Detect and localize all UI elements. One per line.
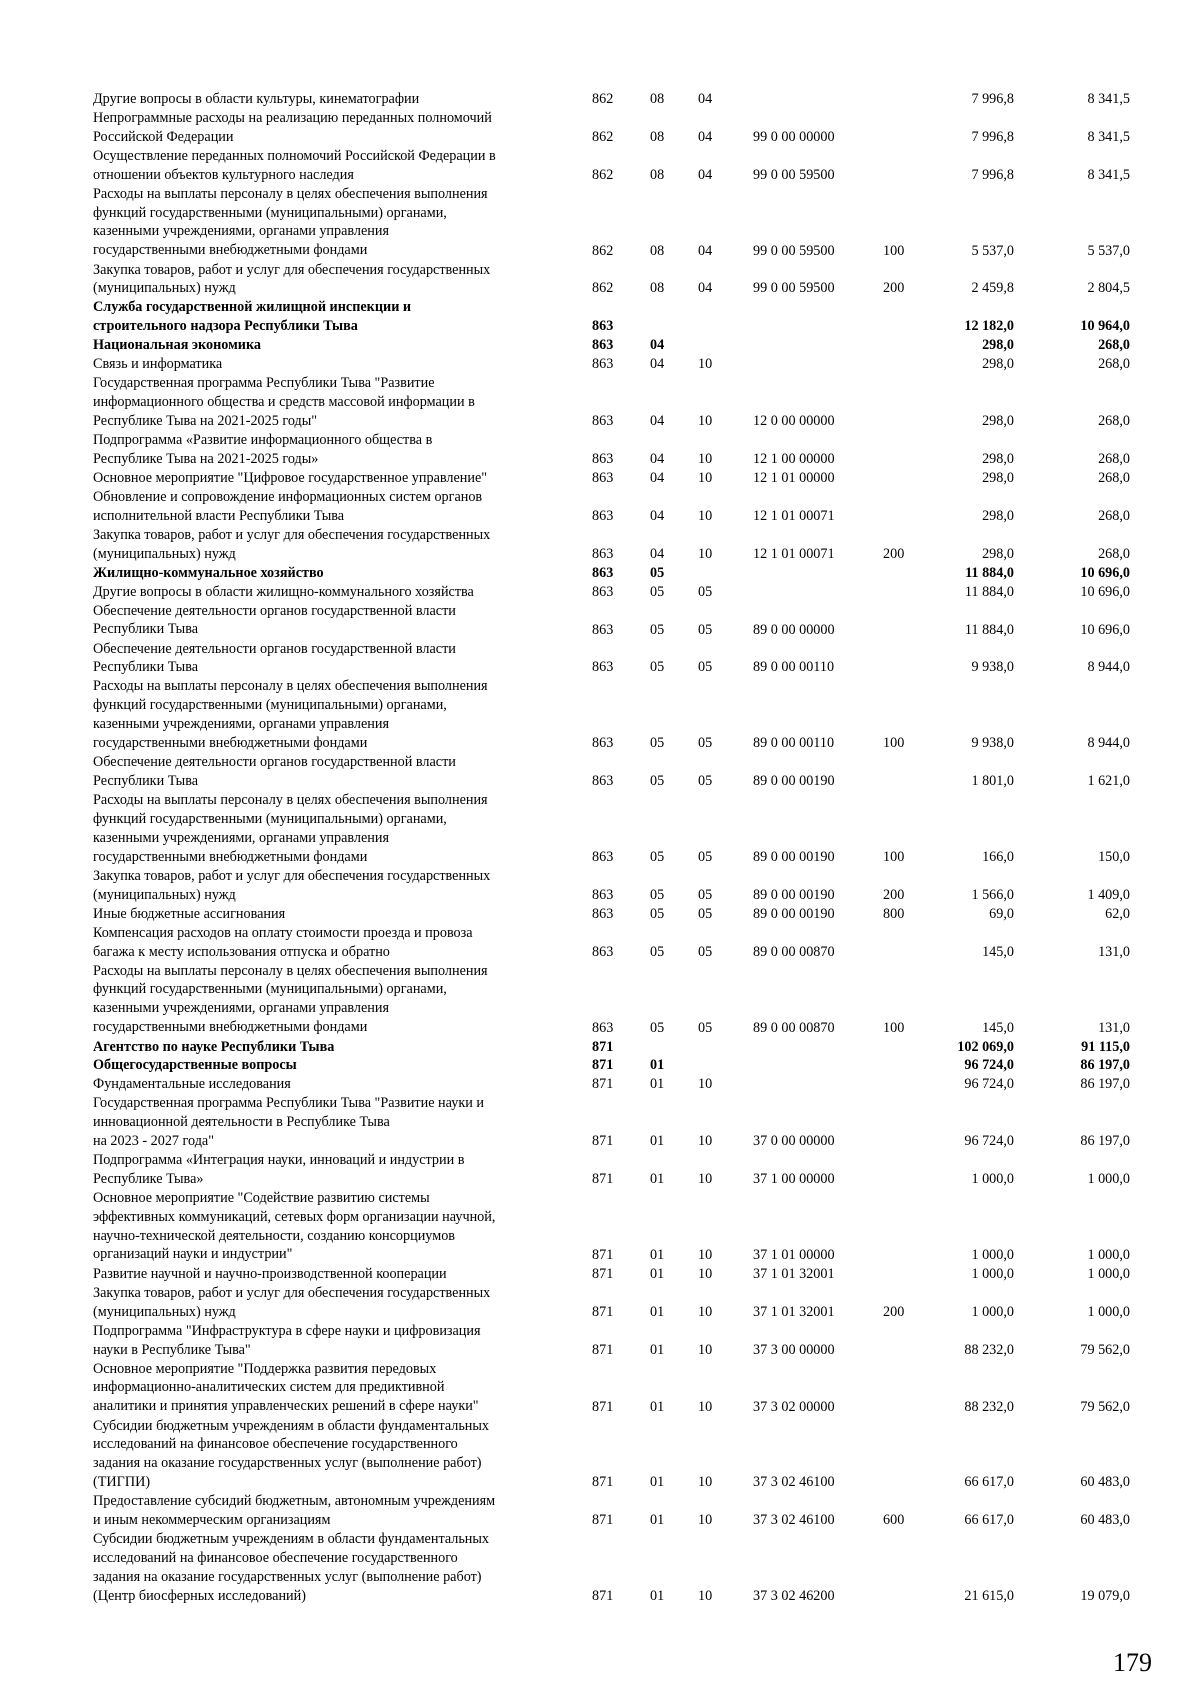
cell-subsection: 10 (698, 545, 713, 562)
cell-target-article: 37 1 00 00000 (753, 1171, 835, 1188)
cell-section: 08 (650, 91, 665, 107)
cell-amount-year1: 5 537,0 (971, 242, 1014, 259)
cell-admin-code: 871 (592, 1265, 614, 1282)
cell-admin-code: 863 (592, 470, 614, 486)
cell-name: Иные бюджетные ассигнования (93, 905, 286, 922)
cell-subsection: 05 (698, 583, 713, 600)
cell-amount-year2: 8 341,5 (1087, 91, 1130, 107)
cell-amount-year1: 2 459,8 (971, 280, 1014, 297)
cell-subsection: 10 (698, 507, 713, 524)
cell-amount-year1: 166,0 (982, 848, 1014, 865)
cell-target-article: 12 1 01 00000 (753, 470, 835, 486)
cell-section: 01 (650, 1341, 665, 1358)
cell-name: Расходы на выплаты персоналу в целях обеспечения выполнения функций государственными (муниципальными) органами, казенными учреждениями, органами управления государственными внебюджетными фондами (93, 962, 488, 1036)
table-row (0, 677, 1200, 753)
table-row (0, 1151, 1200, 1189)
cell-amount-year2: 86 197,0 (1080, 1133, 1130, 1150)
cell-section: 05 (650, 848, 665, 865)
cell-name: Обеспечение деятельности органов государственной власти Республики Тыва (93, 640, 456, 676)
cell-subsection: 10 (698, 451, 713, 468)
cell-subsection: 10 (698, 1133, 713, 1150)
cell-admin-code: 871 (592, 1303, 614, 1320)
cell-amount-year2: 19 079,0 (1080, 1588, 1130, 1605)
cell-admin-code: 863 (592, 545, 614, 562)
cell-section: 05 (650, 659, 665, 676)
cell-amount-year2: 1 000,0 (1087, 1303, 1130, 1320)
cell-admin-code: 863 (592, 583, 614, 600)
cell-name: Закупка товаров, работ и услуг для обеспечения государственных (муниципальных) нужд (93, 261, 491, 297)
cell-section: 05 (650, 905, 665, 922)
table-row (0, 905, 1200, 924)
cell-subsection: 04 (698, 128, 713, 145)
cell-name: Другие вопросы в области жилищно-коммунального хозяйства (93, 583, 474, 600)
cell-section: 01 (650, 1057, 665, 1074)
cell-target-article: 12 1 01 00071 (753, 545, 835, 562)
cell-amount-year1: 1 566,0 (971, 886, 1014, 903)
table-row (0, 488, 1200, 526)
cell-section: 01 (650, 1588, 665, 1605)
cell-admin-code: 863 (592, 886, 614, 903)
cell-admin-code: 871 (592, 1076, 614, 1093)
cell-name: Обеспечение деятельности органов государственной власти Республики Тыва (93, 602, 456, 638)
cell-target-article: 89 0 00 00110 (753, 735, 835, 752)
table-row (0, 753, 1200, 791)
table-row (0, 1094, 1200, 1151)
cell-amount-year1: 298,0 (982, 451, 1014, 468)
table-row (0, 1284, 1200, 1322)
table-row (0, 791, 1200, 867)
cell-section: 08 (650, 280, 665, 297)
cell-section: 04 (650, 470, 665, 486)
table-row (0, 1417, 1200, 1493)
cell-amount-year2: 8 944,0 (1087, 659, 1130, 676)
cell-amount-year1: 145,0 (982, 1019, 1014, 1036)
table-row (0, 1075, 1200, 1094)
cell-amount-year2: 60 483,0 (1080, 1512, 1130, 1529)
cell-amount-year1: 11 884,0 (965, 564, 1014, 581)
table-row (0, 1265, 1200, 1284)
cell-admin-code: 863 (592, 318, 614, 335)
cell-name: Закупка товаров, работ и услуг для обеспечения государственных (муниципальных) нужд (93, 526, 491, 562)
cell-amount-year2: 268,0 (1098, 337, 1130, 354)
cell-amount-year2: 8 341,5 (1087, 128, 1130, 145)
cell-amount-year2: 79 562,0 (1080, 1398, 1130, 1415)
cell-admin-code: 863 (592, 413, 614, 430)
cell-section: 04 (650, 507, 665, 524)
cell-admin-code: 871 (592, 1474, 614, 1491)
cell-amount-year2: 86 197,0 (1080, 1057, 1130, 1074)
cell-target-article: 89 0 00 00190 (753, 905, 835, 922)
cell-admin-code: 863 (592, 451, 614, 468)
cell-name: Обеспечение деятельности органов государственной власти Республики Тыва (93, 754, 456, 790)
cell-admin-code: 871 (592, 1057, 614, 1074)
cell-admin-code: 871 (592, 1038, 614, 1055)
cell-subsection: 10 (698, 356, 713, 373)
cell-section: 04 (650, 545, 665, 562)
cell-expense-type: 100 (883, 848, 905, 865)
cell-subsection: 05 (698, 735, 713, 752)
cell-subsection: 10 (698, 1512, 713, 1529)
cell-section: 05 (650, 1019, 665, 1036)
cell-amount-year1: 11 884,0 (964, 583, 1014, 600)
cell-name: Расходы на выплаты персоналу в целях обеспечения выполнения функций государственными (муниципальными) органами, казенными учреждениями, органами управления государственными внебюджетными фондами (93, 792, 488, 865)
cell-expense-type: 200 (883, 1303, 905, 1320)
table-row (0, 1530, 1200, 1606)
cell-name: Общегосударственные вопросы (93, 1057, 297, 1074)
table-row (0, 431, 1200, 469)
table-row (0, 924, 1200, 962)
cell-amount-year2: 10 696,0 (1080, 583, 1130, 600)
page-number: 179 (1113, 1648, 1152, 1677)
cell-section: 01 (650, 1398, 665, 1415)
cell-section: 05 (650, 735, 665, 752)
cell-target-article: 89 0 00 00190 (753, 848, 835, 865)
cell-amount-year2: 8 341,5 (1087, 166, 1130, 183)
cell-target-article: 99 0 00 59500 (753, 280, 835, 297)
cell-section: 01 (650, 1133, 665, 1150)
cell-expense-type: 100 (883, 242, 905, 259)
cell-target-article: 37 3 02 46200 (753, 1588, 835, 1605)
cell-section: 04 (650, 337, 665, 354)
table-row (0, 1360, 1200, 1417)
cell-amount-year1: 12 182,0 (964, 318, 1014, 335)
cell-amount-year1: 1 000,0 (971, 1265, 1014, 1282)
cell-subsection: 10 (698, 1341, 713, 1358)
cell-target-article: 37 1 01 32001 (753, 1303, 835, 1320)
cell-expense-type: 200 (883, 545, 905, 562)
cell-subsection: 04 (698, 280, 713, 297)
cell-section: 05 (650, 773, 665, 790)
cell-amount-year1: 96 724,0 (964, 1057, 1014, 1074)
cell-name: Субсидии бюджетным учреждениям в области фундаментальных исследований на финансовое обеспечение государственного задания на оказание государственных услуг (выполнение работ) (ТИГПИ) (93, 1417, 490, 1490)
cell-target-article: 37 3 02 00000 (753, 1398, 835, 1415)
cell-amount-year2: 268,0 (1098, 507, 1130, 524)
cell-admin-code: 871 (592, 1341, 614, 1358)
cell-target-article: 37 3 02 46100 (753, 1512, 835, 1529)
cell-target-article: 12 1 01 00071 (753, 507, 835, 524)
cell-amount-year1: 298,0 (982, 507, 1014, 524)
cell-name: Расходы на выплаты персоналу в целях обеспечения выполнения функций государственными (муниципальными) органами, казенными учреждениями, органами управления государственными внебюджетными фондами (93, 185, 488, 259)
cell-amount-year2: 10 696,0 (1080, 564, 1130, 581)
table-row (0, 1322, 1200, 1360)
cell-amount-year2: 2 804,5 (1087, 280, 1130, 297)
cell-amount-year1: 96 724,0 (964, 1133, 1014, 1150)
cell-target-article: 37 1 01 32001 (753, 1265, 835, 1282)
cell-amount-year2: 1 621,0 (1087, 773, 1130, 790)
table-row (0, 1492, 1200, 1530)
cell-subsection: 05 (698, 848, 713, 865)
cell-expense-type: 800 (883, 905, 905, 922)
cell-amount-year2: 268,0 (1098, 356, 1130, 373)
table-row (0, 1189, 1200, 1265)
cell-target-article: 99 0 00 59500 (753, 166, 835, 183)
table-row (0, 147, 1200, 185)
cell-amount-year1: 298,0 (982, 413, 1014, 430)
cell-expense-type: 200 (883, 886, 905, 903)
cell-admin-code: 862 (592, 242, 614, 259)
cell-target-article: 12 0 00 00000 (753, 413, 835, 430)
cell-amount-year2: 10 696,0 (1080, 621, 1130, 638)
cell-amount-year1: 102 069,0 (957, 1038, 1014, 1055)
cell-amount-year2: 268,0 (1098, 451, 1130, 468)
cell-section: 08 (650, 242, 665, 259)
cell-subsection: 10 (698, 1303, 713, 1320)
cell-target-article: 99 0 00 59500 (753, 242, 835, 259)
cell-name: Государственная программа Республики Тыва "Развитие науки и инновационной деятельности в Республике Тыва на 2023 - 2027 года" (93, 1095, 484, 1149)
cell-name: Обновление и сопровождение информационных систем органов исполнительной власти Республики Тыва (93, 488, 483, 524)
cell-amount-year1: 1 801,0 (971, 773, 1014, 790)
cell-name: Служба государственной жилищной инспекции и строительного надзора Республики Тыва (93, 299, 412, 335)
cell-admin-code: 863 (592, 773, 614, 790)
cell-target-article: 89 0 00 00870 (753, 1019, 835, 1036)
cell-amount-year2: 1 000,0 (1087, 1265, 1130, 1282)
table-row (0, 109, 1200, 147)
cell-expense-type: 100 (883, 1019, 905, 1036)
cell-amount-year1: 96 724,0 (964, 1076, 1014, 1093)
cell-amount-year2: 150,0 (1098, 848, 1130, 865)
cell-amount-year2: 60 483,0 (1080, 1474, 1130, 1491)
cell-name: Государственная программа Республики Тыва "Развитие информационного общества и средств массовой информации в Республике Тыва на 2021-2025 годы" (93, 375, 475, 429)
cell-section: 01 (650, 1512, 665, 1529)
cell-amount-year1: 1 000,0 (971, 1171, 1014, 1188)
cell-target-article: 89 0 00 00190 (753, 773, 835, 790)
cell-amount-year2: 1 000,0 (1087, 1246, 1130, 1263)
cell-subsection: 10 (698, 1588, 713, 1605)
cell-admin-code: 863 (592, 356, 614, 373)
cell-amount-year2: 131,0 (1098, 943, 1130, 960)
table-row (0, 1038, 1200, 1057)
cell-section: 05 (650, 583, 665, 600)
table-row (0, 355, 1200, 374)
table-row (0, 640, 1200, 678)
cell-target-article: 37 0 00 00000 (753, 1133, 835, 1150)
table-row (0, 564, 1200, 583)
table-row (0, 1056, 1200, 1075)
cell-amount-year1: 21 615,0 (964, 1588, 1014, 1605)
cell-amount-year1: 298,0 (982, 356, 1014, 373)
cell-amount-year1: 298,0 (982, 545, 1014, 562)
cell-subsection: 10 (698, 1171, 713, 1188)
table-row (0, 298, 1200, 336)
cell-name: Агентство по науке Республики Тыва (93, 1038, 335, 1055)
cell-admin-code: 863 (592, 621, 614, 638)
cell-expense-type: 100 (883, 735, 905, 752)
cell-amount-year1: 298,0 (982, 337, 1014, 354)
cell-amount-year2: 131,0 (1098, 1019, 1130, 1036)
table-row (0, 583, 1200, 602)
cell-subsection: 10 (698, 470, 713, 486)
cell-name: Предоставление субсидий бюджетным, автономным учреждениям и иным некоммерческим организациям (93, 1493, 496, 1529)
cell-admin-code: 862 (592, 91, 614, 107)
cell-subsection: 05 (698, 773, 713, 790)
cell-target-article: 89 0 00 00190 (753, 886, 835, 903)
cell-admin-code: 863 (592, 943, 614, 960)
table-row (0, 962, 1200, 1038)
table-row (0, 469, 1200, 488)
cell-target-article: 12 1 00 00000 (753, 451, 835, 468)
cell-target-article: 37 3 02 46100 (753, 1474, 835, 1491)
cell-name: Национальная экономика (93, 337, 262, 354)
cell-name: Закупка товаров, работ и услуг для обеспечения государственных (муниципальных) нужд (93, 1284, 491, 1320)
cell-subsection: 05 (698, 659, 713, 676)
cell-name: Непрограммные расходы на реализацию переданных полномочий Российской Федерации (93, 109, 492, 145)
cell-subsection: 10 (698, 1246, 713, 1263)
table-row (0, 526, 1200, 564)
cell-amount-year1: 7 996,8 (971, 166, 1014, 183)
cell-amount-year1: 88 232,0 (964, 1341, 1014, 1358)
cell-amount-year2: 91 115,0 (1081, 1038, 1130, 1055)
cell-amount-year1: 1 000,0 (971, 1246, 1014, 1263)
cell-amount-year2: 62,0 (1105, 905, 1130, 922)
cell-amount-year1: 9 938,0 (971, 659, 1014, 676)
cell-admin-code: 871 (592, 1171, 614, 1188)
cell-admin-code: 863 (592, 659, 614, 676)
cell-expense-type: 200 (883, 280, 905, 297)
cell-section: 04 (650, 356, 665, 373)
cell-admin-code: 863 (592, 735, 614, 752)
cell-name: Другие вопросы в области культуры, кинематографии (93, 91, 420, 107)
cell-subsection: 10 (698, 1398, 713, 1415)
cell-name: Основное мероприятие "Цифровое государственное управление" (93, 470, 488, 486)
cell-amount-year1: 88 232,0 (964, 1398, 1014, 1415)
table-row (0, 185, 1200, 261)
cell-subsection: 05 (698, 943, 713, 960)
cell-amount-year2: 268,0 (1098, 545, 1130, 562)
cell-expense-type: 600 (883, 1512, 905, 1529)
cell-name: Закупка товаров, работ и услуг для обеспечения государственных (муниципальных) нужд (93, 867, 491, 903)
cell-name: Компенсация расходов на оплату стоимости проезда и провоза багажа к месту использования отпуска и обратно (93, 924, 473, 960)
cell-name: Субсидии бюджетным учреждениям в области фундаментальных исследований на финансовое обеспечение государственного задания на оказание государственных услуг (выполнение работ) (Центр биосферных исследований) (93, 1531, 490, 1604)
cell-subsection: 05 (698, 886, 713, 903)
cell-amount-year1: 7 996,8 (971, 91, 1014, 107)
cell-subsection: 10 (698, 1076, 713, 1093)
cell-subsection: 04 (698, 91, 713, 107)
cell-section: 05 (650, 943, 665, 960)
cell-amount-year2: 86 197,0 (1080, 1076, 1130, 1093)
cell-section: 04 (650, 413, 665, 430)
cell-target-article: 37 1 01 00000 (753, 1246, 835, 1263)
cell-amount-year2: 10 964,0 (1080, 318, 1130, 335)
cell-amount-year1: 1 000,0 (971, 1303, 1014, 1320)
table-row (0, 261, 1200, 299)
cell-target-article: 89 0 00 00110 (753, 659, 835, 676)
cell-admin-code: 862 (592, 166, 614, 183)
cell-admin-code: 871 (592, 1588, 614, 1605)
cell-subsection: 04 (698, 242, 713, 259)
cell-amount-year2: 5 537,0 (1087, 242, 1130, 259)
cell-amount-year1: 66 617,0 (964, 1512, 1014, 1529)
cell-section: 01 (650, 1265, 665, 1282)
cell-section: 01 (650, 1171, 665, 1188)
cell-amount-year1: 145,0 (982, 943, 1014, 960)
cell-admin-code: 863 (592, 337, 614, 354)
cell-section: 01 (650, 1474, 665, 1491)
cell-admin-code: 863 (592, 905, 614, 922)
cell-amount-year1: 69,0 (989, 905, 1014, 922)
cell-name: Подпрограмма «Интеграция науки, инноваций и индустрии в Республике Тыва» (93, 1152, 465, 1187)
cell-admin-code: 862 (592, 128, 614, 145)
table-row (0, 867, 1200, 905)
cell-amount-year1: 7 996,8 (971, 128, 1014, 145)
cell-admin-code: 871 (592, 1133, 614, 1150)
cell-section: 08 (650, 166, 665, 183)
cell-admin-code: 863 (592, 848, 614, 865)
cell-subsection: 05 (698, 621, 713, 638)
cell-name: Подпрограмма "Инфраструктура в сфере науки и цифровизация науки в Республике Тыва" (93, 1322, 481, 1358)
cell-section: 01 (650, 1076, 665, 1093)
table-row (0, 602, 1200, 640)
cell-amount-year2: 79 562,0 (1080, 1341, 1130, 1358)
cell-amount-year2: 1 409,0 (1087, 886, 1130, 903)
cell-amount-year1: 11 884,0 (964, 621, 1014, 638)
table-row (0, 374, 1200, 431)
table-row (0, 90, 1200, 109)
cell-subsection: 04 (698, 166, 713, 183)
cell-name: Жилищно-коммунальное хозяйство (93, 564, 324, 581)
cell-name: Подпрограмма «Развитие информационного общества в Республике Тыва на 2021-2025 годы» (93, 432, 433, 467)
cell-section: 01 (650, 1303, 665, 1320)
cell-section: 08 (650, 128, 665, 145)
cell-amount-year2: 268,0 (1098, 413, 1130, 430)
cell-admin-code: 863 (592, 507, 614, 524)
cell-name: Фундаментальные исследования (93, 1076, 291, 1093)
cell-amount-year1: 298,0 (982, 470, 1014, 486)
cell-amount-year2: 1 000,0 (1087, 1171, 1130, 1188)
cell-section: 04 (650, 451, 665, 468)
cell-target-article: 89 0 00 00000 (753, 621, 835, 638)
table-row (0, 336, 1200, 355)
cell-subsection: 10 (698, 413, 713, 430)
cell-admin-code: 863 (592, 564, 614, 581)
cell-target-article: 89 0 00 00870 (753, 943, 835, 960)
cell-name: Расходы на выплаты персоналу в целях обеспечения выполнения функций государственными (муниципальными) органами, казенными учреждениями, органами управления государственными внебюджетными фондами (93, 678, 488, 751)
cell-admin-code: 863 (592, 1019, 614, 1036)
cell-admin-code: 871 (592, 1246, 614, 1263)
cell-subsection: 10 (698, 1474, 713, 1491)
cell-admin-code: 871 (592, 1512, 614, 1529)
cell-amount-year1: 66 617,0 (964, 1474, 1014, 1491)
cell-subsection: 05 (698, 905, 713, 922)
cell-amount-year2: 8 944,0 (1087, 735, 1130, 752)
cell-target-article: 99 0 00 00000 (753, 128, 835, 145)
cell-subsection: 10 (698, 1265, 713, 1282)
cell-subsection: 05 (698, 1019, 713, 1036)
cell-amount-year2: 268,0 (1098, 470, 1130, 486)
cell-target-article: 37 3 00 00000 (753, 1341, 835, 1358)
cell-name: Основное мероприятие "Содействие развитию системы эффективных коммуникаций, сетевых форм организации научной, научно-технической деятельности, созданию консорциумов организаций науки и индустрии" (93, 1190, 496, 1263)
cell-amount-year1: 9 938,0 (971, 735, 1014, 752)
cell-admin-code: 862 (592, 280, 614, 297)
cell-section: 01 (650, 1246, 665, 1263)
cell-section: 05 (650, 886, 665, 903)
cell-name: Осуществление переданных полномочий Российской Федерации в отношении объектов культурного наследия (93, 147, 496, 183)
cell-section: 05 (650, 621, 665, 638)
cell-admin-code: 871 (592, 1398, 614, 1415)
cell-name: Связь и информатика (93, 356, 223, 373)
cell-name: Развитие научной и научно-производственной кооперации (93, 1265, 447, 1282)
cell-section: 05 (650, 564, 665, 581)
cell-name: Основное мероприятие "Поддержка развития передовых информационно-аналитических систем для предиктивной аналитики и принятия управленческих решений в сфере науки" (93, 1360, 479, 1415)
